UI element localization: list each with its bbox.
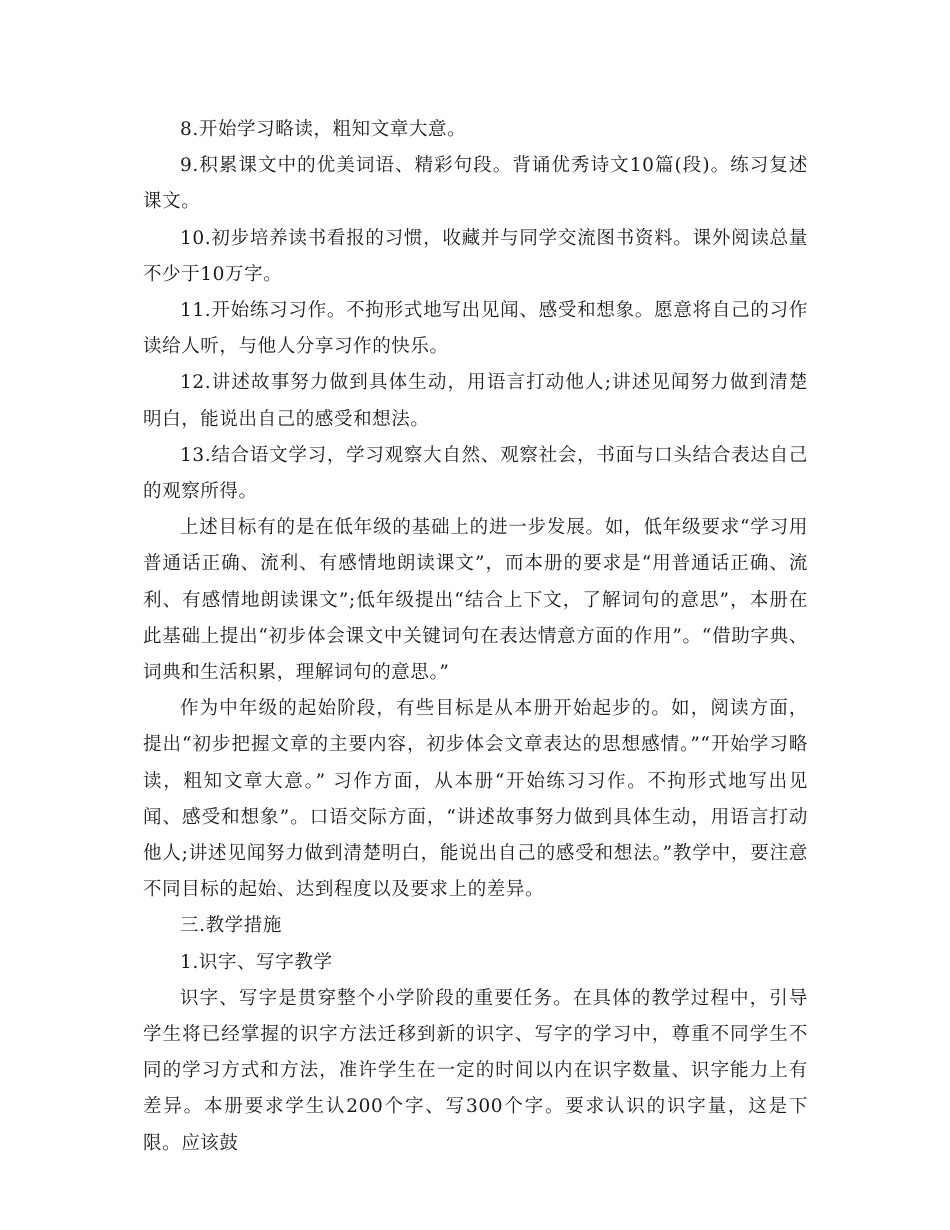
document-body [143, 112, 808, 1162]
paragraph-item-13: 13.结合语文学习，学习观察大自然、观察社会，书面与口头结合表达自己的观察所得。 [143, 444, 808, 503]
section-heading-teaching-measures: 三.教学措施 [180, 915, 282, 937]
paragraph-item-9: 9.积累课文中的优美词语、精彩句段。背诵优秀诗文10篇(段)。练习复述课文。 [143, 155, 808, 213]
paragraph-item-12: 12.讲述故事努力做到具体生动，用语言打动他人;讲述见闻努力做到清楚明白，能说出自己的感受和想法。 [143, 372, 808, 430]
paragraph-item-11: 11.开始练习习作。不拘形式地写出见闻、感受和想象。愿意将自己的习作读给人听，与他人分享习作的快乐。 [143, 300, 808, 358]
paragraph-literacy: 识字、写字是贯穿整个小学阶段的重要任务。在具体的教学过程中，引导学生将已经掌握的识字方法迁移到新的识字、写字的学习中，尊重不同学生不同的学习方式和方法，准许学生在一定的时间以内在识字数量、识字能力上有差异。本册要求学生认200个字、写300个字。要求认识的识字量，这是下限。应该鼓 [143, 987, 808, 1154]
paragraph-goals-development: 上述目标有的是在低年级的基础上的进一步发展。如，低年级要求“学习用普通话正确、流利、有感情地朗读课文”，而本册的要求是“用普通话正确、流利、有感情地朗读课文”;低年级提出“结合上下文，了解词句的意思”，本册在此基础上提出“初步体会课文中关键词句在表达情意方面的作用”。“借助字典、词典和生活积累，理解词句的意思。” [143, 517, 808, 684]
subsection-heading-literacy: 1.识字、写字教学 [180, 951, 333, 973]
paragraph-goals-start: 作为中年级的起始阶段，有些目标是从本册开始起步的。如，阅读方面，提出“初步把握文章的主要内容，初步体会文章表达的思想感情。”“开始学习略读，粗知文章大意。” 习作方面，从本册“开始练习习作。不拘形式地写出见闻、感受和想象”。口语交际方面，“讲述故事努力做到具体生动，用语言打动他人;讲述见闻努力做到清楚明白，能说出自己的感受和想法。”教学中，要注意不同目标的起始、达到程度以及要求上的差异。 [143, 698, 808, 901]
paragraph-item-8: 8.开始学习略读，粗知文章大意。 [180, 119, 467, 140]
paragraph-item-10: 10.初步培养读书看报的习惯，收藏并与同学交流图书资料。课外阅读总量不少于10万字。 [143, 227, 808, 285]
